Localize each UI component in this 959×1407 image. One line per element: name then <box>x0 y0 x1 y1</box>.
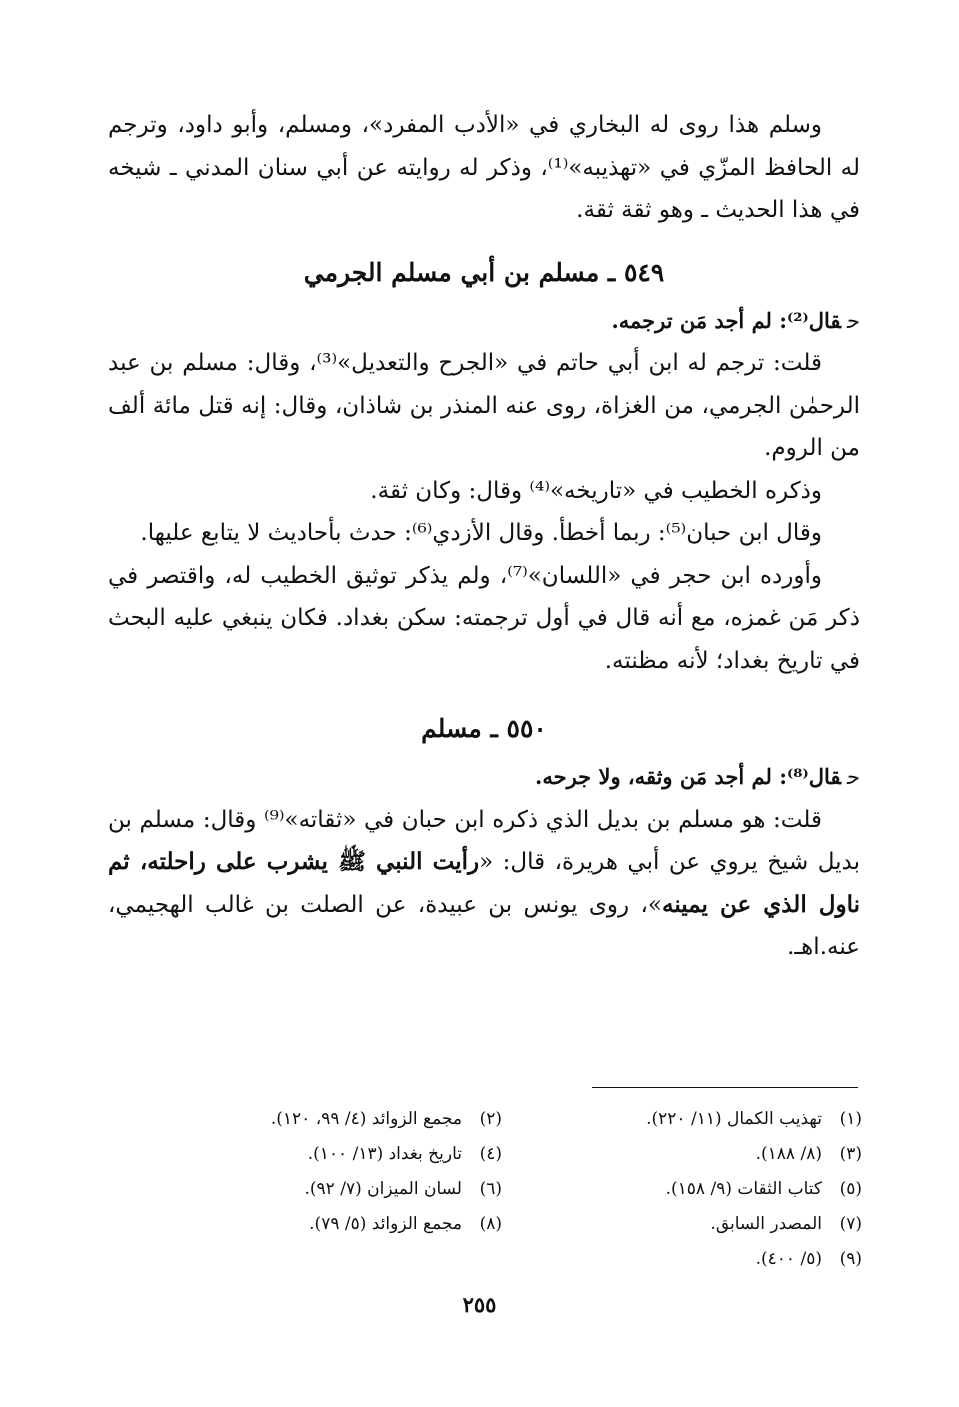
footnote-1: (١)تهذيب الكمال (١١/ ٢٢٠). <box>646 1109 862 1129</box>
footnote-2: (٢)مجمع الزوائد (٤/ ٩٩، ١٢٠). <box>270 1109 502 1129</box>
intro-paragraph: وسلم هذا روى له البخاري في «الأدب المفرد»، ومسلم، وأبو داود، وترجم له الحافظ المزّي في «تهذيبه»⁽¹⁾، وذكر له روايته عن أبي سنان المدني ـ شيخه في هذا الحديث ـ وهو ثقة ثقة. <box>108 112 860 223</box>
entry-550-paragraph-1 <box>108 799 860 969</box>
entry-549-paragraph-1: قلت: ترجم له ابن أبي حاتم في «الجرح والتعديل»⁽³⁾، وقال: مسلم بن عبد الرحمٰن الجرمي، من الغزاة، روى عنه المنذر بن شاذان، وقال: إنه قتل مائة ألف من الروم. <box>108 350 860 461</box>
entry-549-paragraph-4: وأورده ابن حجر في «اللسان»⁽⁷⁾، ولم يذكر توثيق الخطيب له، واقتصر في ذكر مَن غمزه، مع أنه قال في أول ترجمته: سكن بغداد. فكان ينبغي عليه البحث في تاريخ بغداد؛ لأنه مظنته. <box>108 562 860 674</box>
footnote-7: (٧)المصدر السابق. <box>710 1214 862 1234</box>
entry-550-p1-start: قلت: هو مسلم بن بديل الذي ذكره ابن حبان في «ثقاته»⁽⁹⁾ وقال: مسلم بن بديل شيخ يروي عن أبي هريرة، قال: « <box>108 806 861 875</box>
footnote-6: (٦)لسان الميزان (٧/ ٩٢). <box>304 1179 502 1199</box>
footnote-8: (٨)مجمع الزوائد (٥/ ٧٩). <box>309 1214 502 1234</box>
footnote-divider <box>592 1087 858 1088</box>
entry-549-paragraph-3: وقال ابن حبان⁽⁵⁾: ربما أخطأ. وقال الأزدي⁽⁶⁾: حدث بأحاديث لا يتابع عليها. <box>140 520 822 546</box>
footnote-9: (٩)(٥/ ٤٠٠). <box>755 1249 862 1269</box>
footnote-4: (٤)تاريخ بغداد (١٣/ ١٠٠). <box>307 1144 502 1164</box>
entry-549-claim-text: قال⁽²⁾: لم أجد مَن ترجمه. <box>611 307 842 333</box>
claim-marker: ح <box>847 308 860 333</box>
page-number: ٢٥٥ <box>462 1292 497 1317</box>
footnote-3: (٣)(٨/ ١٨٨). <box>755 1144 862 1164</box>
entry-550-heading: ٥٥٠ ـ مسلم <box>421 714 547 743</box>
footnote-5: (٥)كتاب الثقات (٩/ ١٥٨). <box>665 1179 862 1199</box>
footnotes-left-column <box>142 1102 502 1277</box>
entry-550-p1-end: »، روى يونس بن عبيدة، عن الصلت بن غالب الهجيمي، عنه.اهـ. <box>108 891 860 960</box>
page-body <box>108 104 860 969</box>
footnotes <box>140 1102 862 1277</box>
entry-549-paragraph-2: وذكره الخطيب في «تاريخه»⁽⁴⁾ وقال: وكان ثقة. <box>370 477 822 504</box>
footnotes-right-column <box>502 1102 862 1277</box>
entry-550-claim <box>108 756 860 799</box>
entry-549-heading: ٥٤٩ ـ مسلم بن أبي مسلم الجرمي <box>303 257 665 287</box>
hadith-quote: رأيت النبي ﷺ يشرب على راحلته، ثم ناول الذي عن يمينه <box>108 848 860 918</box>
entry-550-claim-text: قال⁽⁸⁾: لم أجد مَن وثقه، ولا جرحه. <box>535 764 842 789</box>
claim-marker: ح <box>847 765 860 789</box>
entry-549-claim <box>108 300 860 343</box>
